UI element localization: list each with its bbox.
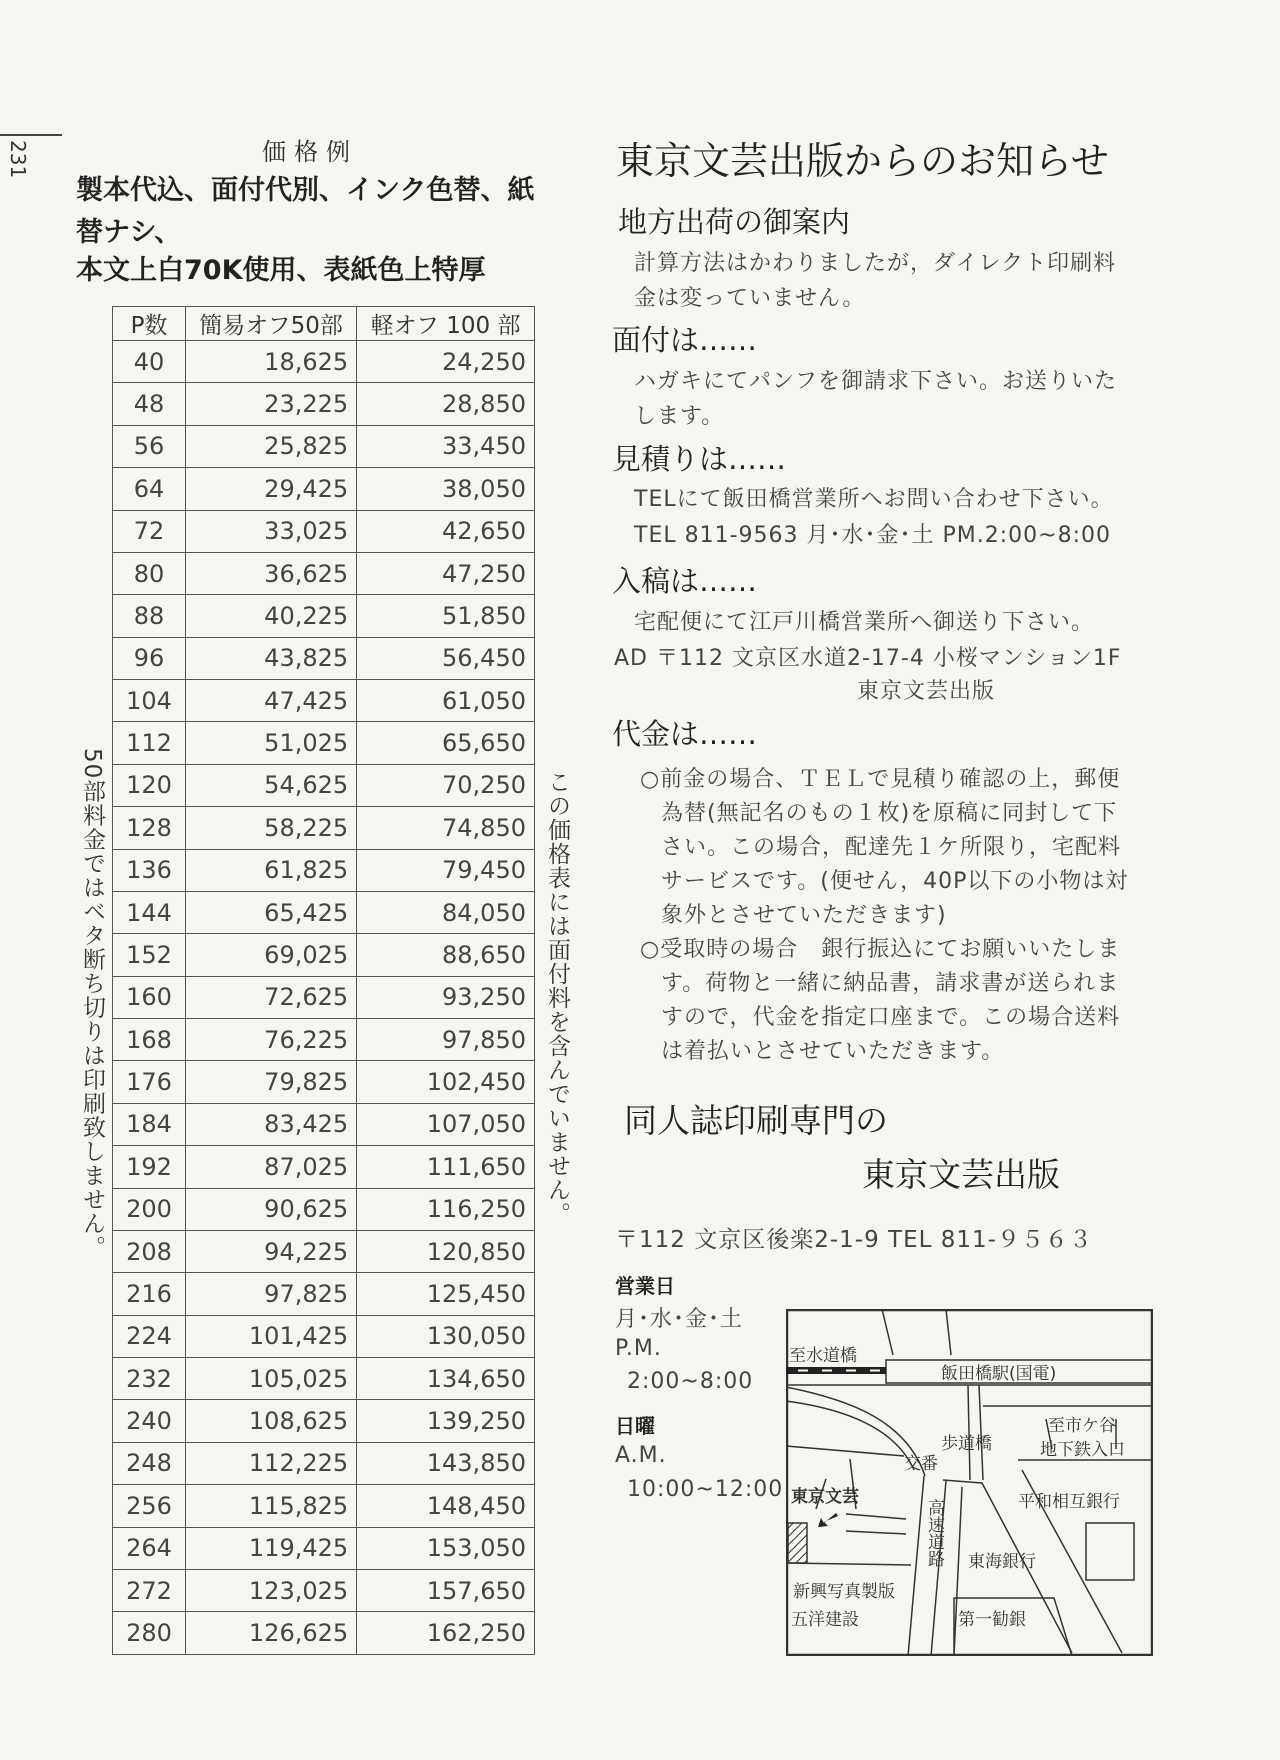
cell-price-50: 115,825 xyxy=(186,1485,357,1527)
shipping-heading: 地方出荷の御案内 xyxy=(618,205,851,239)
cell-pages: 120 xyxy=(113,764,186,806)
sunday-heading: 日曜 xyxy=(615,1414,655,1438)
shipping-line: 金は変っていません。 xyxy=(634,286,866,311)
cell-price-100: 120,850 xyxy=(357,1230,535,1272)
estimate-phone-line: TEL 811-9563 月･水･金･土 PM.2:00~8:00 xyxy=(634,523,1111,548)
company-address: 〒112 文京区後楽2-1-9 TEL 811-９５６３ xyxy=(615,1227,1093,1253)
map-label-company: 東京文芸 xyxy=(791,1487,859,1507)
price-table-row xyxy=(113,891,535,933)
cell-price-100: 51,850 xyxy=(357,595,535,637)
map-label-tokai-bank: 東海銀行 xyxy=(968,1552,1036,1572)
map-label-to-ichigaya: 至市ケ谷 xyxy=(1048,1416,1116,1436)
cell-price-100: 153,050 xyxy=(357,1527,535,1569)
cell-price-50: 76,225 xyxy=(186,1019,357,1061)
cell-pages: 136 xyxy=(113,849,186,891)
cell-price-50: 29,425 xyxy=(186,468,357,510)
cell-pages: 40 xyxy=(113,341,186,383)
cell-price-100: 102,450 xyxy=(357,1061,535,1103)
map-label-shinko: 新興写真製版 xyxy=(793,1582,895,1602)
cell-price-100: 70,250 xyxy=(357,764,535,806)
price-table-row xyxy=(113,552,535,594)
cell-price-100: 33,450 xyxy=(357,425,535,467)
cell-price-50: 54,625 xyxy=(186,764,357,806)
header-simple-offset-50: 簡易オフ50部 xyxy=(186,307,357,341)
cell-price-100: 162,250 xyxy=(357,1612,535,1655)
estimate-line: TELにて飯田橋営業所へお問い合わせ下さい。 xyxy=(634,487,1114,512)
price-table-row xyxy=(113,1103,535,1145)
cell-price-100: 79,450 xyxy=(357,849,535,891)
price-table-row xyxy=(113,1146,535,1188)
hours-heading: 営業日 xyxy=(615,1274,675,1298)
cell-pages: 96 xyxy=(113,637,186,679)
cell-price-50: 40,225 xyxy=(186,595,357,637)
cell-price-100: 97,850 xyxy=(357,1019,535,1061)
cell-pages: 144 xyxy=(113,891,186,933)
cell-pages: 112 xyxy=(113,722,186,764)
cell-pages: 88 xyxy=(113,595,186,637)
cell-pages: 128 xyxy=(113,807,186,849)
map-label-goyo: 五洋建設 xyxy=(791,1610,859,1630)
cell-price-50: 90,625 xyxy=(186,1188,357,1230)
payment-line: 為替(無記名のもの１枚)を原稿に同封して下 xyxy=(661,801,1118,826)
price-condition-1: 製本代込、面付代別、インク色替、紙 xyxy=(76,175,535,206)
payment-line: すので，代金を指定口座まで。この場合送料 xyxy=(661,1005,1121,1030)
hours-pm: P.M. xyxy=(615,1336,662,1361)
cell-pages: 80 xyxy=(113,552,186,594)
payment-line: ○受取時の場合 銀行振込にてお願いいたしま xyxy=(640,937,1121,962)
price-table-row xyxy=(113,1019,535,1061)
shipping-line: 計算方法はかわりましたが，ダイレクト印刷料 xyxy=(634,251,1117,276)
submission-heading: 入稿は…… xyxy=(612,564,758,598)
price-table-row xyxy=(113,1061,535,1103)
price-table-row xyxy=(113,637,535,679)
cell-pages: 208 xyxy=(113,1230,186,1272)
cell-price-50: 101,425 xyxy=(186,1315,357,1357)
access-map xyxy=(786,1309,1153,1656)
cell-price-50: 33,025 xyxy=(186,510,357,552)
cell-price-50: 119,425 xyxy=(186,1527,357,1569)
cell-pages: 184 xyxy=(113,1103,186,1145)
price-table-row xyxy=(113,934,535,976)
cell-price-100: 116,250 xyxy=(357,1188,535,1230)
cell-price-50: 123,025 xyxy=(186,1569,357,1611)
hours-days: 月･水･金･土 xyxy=(615,1307,744,1332)
payment-line: さい。この場合，配達先１ケ所限り，宅配料 xyxy=(661,835,1122,860)
price-condition-2: 替ナシ、 xyxy=(76,217,182,248)
map-label-subway: 地下鉄入口 xyxy=(1040,1440,1125,1460)
sunday-time: 10:00~12:00 xyxy=(627,1477,784,1502)
cell-pages: 256 xyxy=(113,1485,186,1527)
cell-price-50: 108,625 xyxy=(186,1400,357,1442)
price-table-row xyxy=(113,1188,535,1230)
cell-price-50: 47,425 xyxy=(186,680,357,722)
cell-price-100: 74,850 xyxy=(357,807,535,849)
cell-price-50: 18,625 xyxy=(186,341,357,383)
cell-price-100: 157,650 xyxy=(357,1569,535,1611)
imposition-line: します。 xyxy=(634,404,725,429)
cell-price-100: 38,050 xyxy=(357,468,535,510)
cell-price-50: 23,225 xyxy=(186,383,357,425)
cell-price-100: 88,650 xyxy=(357,934,535,976)
price-table-row xyxy=(113,1612,535,1655)
page-number-rule xyxy=(0,134,62,136)
price-table-row xyxy=(113,383,535,425)
price-table-row xyxy=(113,1358,535,1400)
price-table-row xyxy=(113,1569,535,1611)
price-table-row xyxy=(113,1527,535,1569)
price-table-row xyxy=(113,976,535,1018)
map-label-police-box: 交番 xyxy=(904,1454,938,1474)
price-table xyxy=(112,306,535,1655)
price-table-row xyxy=(113,425,535,467)
map-label-footbridge: 歩道橋 xyxy=(941,1434,992,1454)
cell-pages: 168 xyxy=(113,1019,186,1061)
submission-address: AD 〒112 文京区水道2-17-4 小桜マンション1F xyxy=(614,646,1122,671)
note-no-imposition-fee: この価格表には面付料を含んでいません。 xyxy=(544,770,570,1226)
header-pages: P数 xyxy=(113,307,186,341)
cell-pages: 264 xyxy=(113,1527,186,1569)
cell-price-100: 93,250 xyxy=(357,976,535,1018)
estimate-heading: 見積りは…… xyxy=(612,442,787,476)
map-label-to-suidobashi: 至水道橋 xyxy=(789,1346,857,1366)
map-label-daiichi: 第一勧銀 xyxy=(958,1610,1026,1630)
cell-price-50: 61,825 xyxy=(186,849,357,891)
cell-price-50: 83,425 xyxy=(186,1103,357,1145)
cell-price-50: 94,225 xyxy=(186,1230,357,1272)
cell-pages: 280 xyxy=(113,1612,186,1655)
price-table-row xyxy=(113,1273,535,1315)
page-number: 231 xyxy=(6,140,30,179)
cell-price-50: 51,025 xyxy=(186,722,357,764)
imposition-line: ハガキにてパンフを御請求下さい。お送りいた xyxy=(634,369,1118,394)
payment-line: す。荷物と一緒に納品書，請求書が送られま xyxy=(661,971,1120,996)
cell-pages: 200 xyxy=(113,1188,186,1230)
cell-price-50: 43,825 xyxy=(186,637,357,679)
cell-price-50: 36,625 xyxy=(186,552,357,594)
cell-price-100: 148,450 xyxy=(357,1485,535,1527)
price-table-row xyxy=(113,849,535,891)
header-light-offset-100: 軽オフ 100 部 xyxy=(357,307,535,341)
payment-line: サービスです。(便せん，40P以下の小物は対 xyxy=(661,869,1129,894)
cell-price-100: 56,450 xyxy=(357,637,535,679)
arrow-icon xyxy=(818,1513,838,1527)
cell-price-50: 126,625 xyxy=(186,1612,357,1655)
map-label-expressway: 高速道路 xyxy=(924,1499,944,1567)
notice-title: 東京文芸出版からのお知らせ xyxy=(616,139,1109,183)
note-no-bleed: 50部料金ではベタ断ち切りは印刷致しません。 xyxy=(79,748,105,1260)
cell-price-100: 61,050 xyxy=(357,680,535,722)
cell-pages: 192 xyxy=(113,1146,186,1188)
price-table-row xyxy=(113,341,535,383)
price-table-row xyxy=(113,1230,535,1272)
cell-price-100: 107,050 xyxy=(357,1103,535,1145)
payment-line: は着払いとさせていただきます。 xyxy=(661,1039,1005,1064)
cell-price-50: 25,825 xyxy=(186,425,357,467)
cell-price-100: 125,450 xyxy=(357,1273,535,1315)
cell-price-50: 79,825 xyxy=(186,1061,357,1103)
cell-pages: 64 xyxy=(113,468,186,510)
company-tagline: 同人誌印刷専門の xyxy=(624,1101,888,1140)
cell-price-100: 143,850 xyxy=(357,1442,535,1484)
map-label-station: 飯田橋駅(国電) xyxy=(941,1364,1057,1384)
cell-price-50: 72,625 xyxy=(186,976,357,1018)
price-table-row xyxy=(113,807,535,849)
price-table-row xyxy=(113,1442,535,1484)
cell-pages: 72 xyxy=(113,510,186,552)
price-table-row xyxy=(113,595,535,637)
cell-pages: 216 xyxy=(113,1273,186,1315)
cell-price-100: 28,850 xyxy=(357,383,535,425)
price-condition-3: 本文上白70K使用、表紙色上特厚 xyxy=(76,255,486,286)
company-name: 東京文芸出版 xyxy=(862,1155,1060,1194)
price-table-row xyxy=(113,1400,535,1442)
price-example-title: 価格例 xyxy=(262,138,358,166)
cell-pages: 248 xyxy=(113,1442,186,1484)
cell-price-100: 139,250 xyxy=(357,1400,535,1442)
cell-price-50: 65,425 xyxy=(186,891,357,933)
cell-price-50: 87,025 xyxy=(186,1146,357,1188)
cell-pages: 152 xyxy=(113,934,186,976)
price-table-row xyxy=(113,468,535,510)
cell-price-100: 65,650 xyxy=(357,722,535,764)
sunday-am: A.M. xyxy=(615,1443,667,1468)
cell-pages: 160 xyxy=(113,976,186,1018)
submission-line: 宅配便にて江戸川橋営業所へ御送り下さい。 xyxy=(634,610,1095,635)
cell-price-50: 69,025 xyxy=(186,934,357,976)
cell-price-50: 97,825 xyxy=(186,1273,357,1315)
payment-line: 象外とさせていただきます) xyxy=(661,903,947,928)
cell-price-100: 42,650 xyxy=(357,510,535,552)
cell-pages: 176 xyxy=(113,1061,186,1103)
submission-company: 東京文芸出版 xyxy=(857,679,996,704)
cell-price-100: 134,650 xyxy=(357,1358,535,1400)
price-table-row xyxy=(113,722,535,764)
cell-pages: 240 xyxy=(113,1400,186,1442)
cell-price-100: 24,250 xyxy=(357,341,535,383)
cell-price-50: 112,225 xyxy=(186,1442,357,1484)
cell-price-100: 130,050 xyxy=(357,1315,535,1357)
price-table-row xyxy=(113,1315,535,1357)
hours-pm-time: 2:00~8:00 xyxy=(627,1369,754,1394)
price-table-row xyxy=(113,764,535,806)
cell-price-100: 84,050 xyxy=(357,891,535,933)
payment-line: ○前金の場合、ＴＥＬで見積り確認の上，郵便 xyxy=(640,767,1121,792)
cell-pages: 56 xyxy=(113,425,186,467)
cell-price-50: 105,025 xyxy=(186,1358,357,1400)
price-table-header xyxy=(113,307,535,341)
cell-pages: 104 xyxy=(113,680,186,722)
cell-price-100: 111,650 xyxy=(357,1146,535,1188)
imposition-heading: 面付は…… xyxy=(612,323,758,357)
cell-pages: 224 xyxy=(113,1315,186,1357)
cell-price-100: 47,250 xyxy=(357,552,535,594)
cell-pages: 48 xyxy=(113,383,186,425)
map-label-heiwa-bank: 平和相互銀行 xyxy=(1018,1492,1120,1512)
company-building-marker xyxy=(788,1523,807,1563)
price-table-row xyxy=(113,510,535,552)
cell-price-50: 58,225 xyxy=(186,807,357,849)
cell-pages: 272 xyxy=(113,1569,186,1611)
price-table-row xyxy=(113,1485,535,1527)
cell-pages: 232 xyxy=(113,1358,186,1400)
payment-heading: 代金は…… xyxy=(612,717,758,751)
price-table-row xyxy=(113,680,535,722)
